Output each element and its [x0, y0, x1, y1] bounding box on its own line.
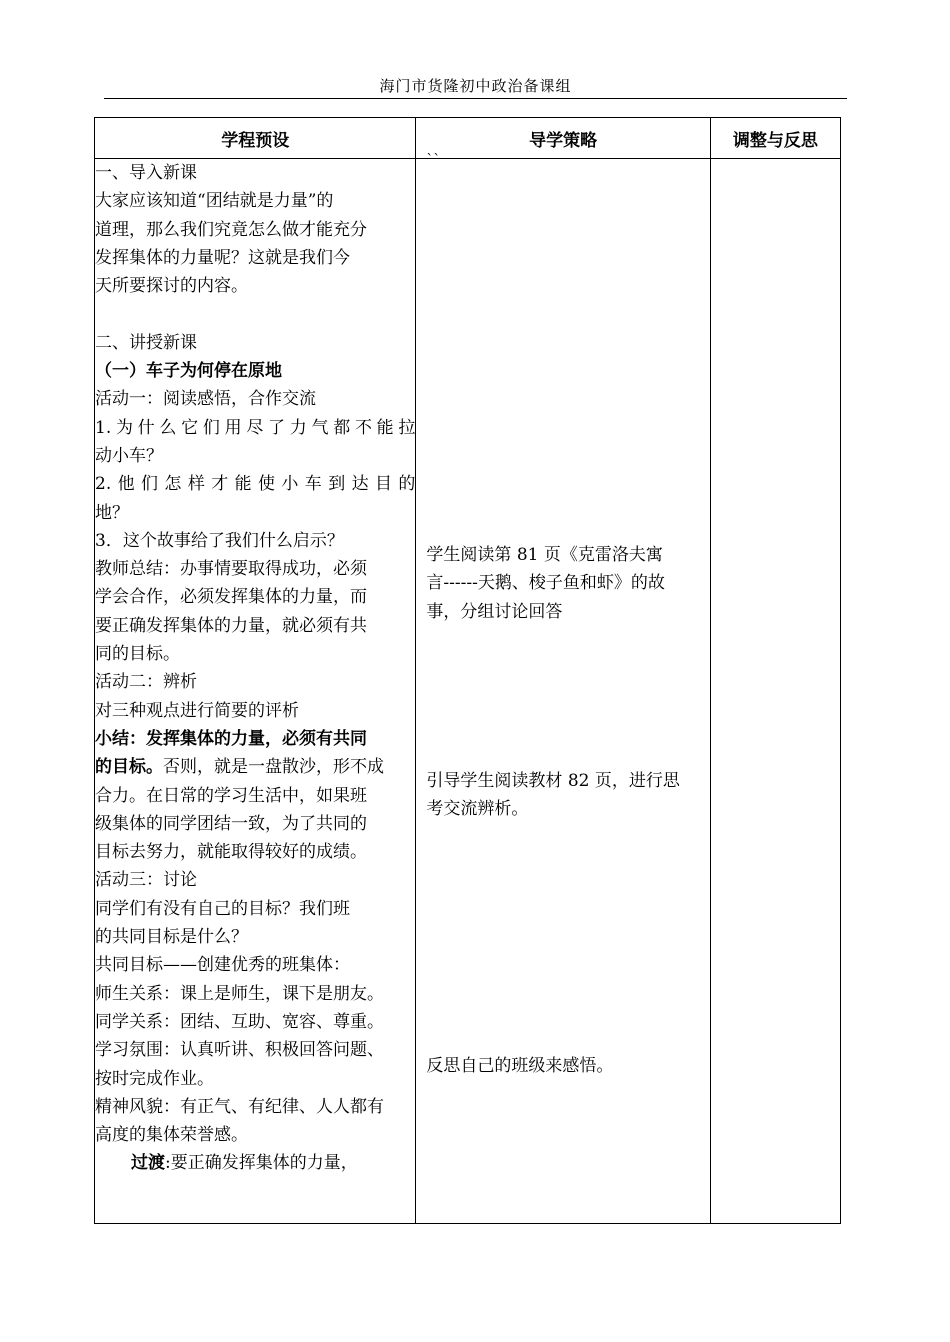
summary-bold-line: 小结：发挥集体的力量，必须有共同: [95, 728, 367, 748]
activity-label: 活动二：辨析: [95, 672, 197, 693]
strategy-block-3: [426, 1052, 702, 1080]
question-line: 3．这个故事给了我们什么启示？: [95, 530, 344, 551]
transition-text: :要正确发挥集体的力量，: [165, 1153, 358, 1174]
reflection-cell: [710, 159, 840, 1224]
text-line: 目标去努力，就能取得较好的成绩。: [95, 842, 367, 863]
question-line: 1.为什么它们用尽了力气都不能拉: [95, 417, 416, 438]
spacer: [95, 300, 415, 328]
question-line: 动小车？: [95, 445, 163, 466]
text-line: 按时完成作业。: [95, 1068, 214, 1089]
text-line: 天所要探讨的内容。: [95, 276, 248, 297]
lesson-plan-table: [94, 117, 841, 1224]
text-line: 同学们有没有自己的目标？我们班: [95, 898, 350, 919]
strategy-block-1: [426, 541, 702, 626]
text-line: 事，分组讨论回答: [426, 601, 563, 622]
subsection-title: （一）车子为何停在原地: [95, 361, 282, 381]
text-line: 发挥集体的力量呢？这就是我们今: [95, 247, 350, 268]
text-line: 的共同目标是什么？: [95, 927, 248, 948]
activity-label: 活动一：阅读感悟，合作交流: [95, 389, 316, 410]
table-header-row: [95, 118, 841, 159]
text-line: 精神风貌：有正气、有纪律、人人都有: [95, 1096, 384, 1117]
text-line: 同的目标。: [95, 644, 180, 665]
summary-line: [95, 753, 415, 781]
text-line: 级集体的同学团结一致，为了共同的: [95, 813, 367, 834]
text-line: 共同目标——创建优秀的班集体：: [95, 955, 350, 976]
text-line: 引导学生阅读教材 82 页，进行思: [426, 771, 680, 791]
text-line: 高度的集体荣誉感。: [95, 1125, 248, 1146]
column-header-strategy: 导学策略: [416, 118, 710, 159]
section-title: 一、导入新课: [95, 163, 197, 183]
text-line: 教师总结：办事情要取得成功，必须: [95, 559, 367, 580]
summary-bold-text: 的目标。: [95, 757, 163, 777]
page-header: [104, 74, 847, 99]
text-line: 合力。在日常的学习生活中，如果班: [95, 785, 367, 806]
transition-line: [95, 1149, 415, 1177]
text-line: 要正确发挥集体的力量，就必须有共: [95, 615, 367, 636]
column-header-reflection: 调整与反思: [710, 118, 840, 159]
section-title: 二、讲授新课: [95, 332, 197, 353]
text-line: 道理，那么我们究竟怎么做才能充分: [95, 219, 367, 240]
strategy-block-2: [426, 767, 702, 824]
header-title: 海门市货隆初中政治备课组: [379, 77, 572, 95]
question-line: 2.他们怎样才能使小车到达目的: [95, 474, 416, 495]
text-line: 反思自己的班级来感悟。: [426, 1056, 614, 1076]
question-line: 地？: [95, 502, 129, 523]
column-header-process: 学程预设: [95, 118, 416, 159]
text-line: 师生关系：课上是师生，课下是朋友。: [95, 983, 384, 1004]
strategy-cell: [416, 152, 710, 1224]
text-line: 大家应该知道“团结就是力量”的: [95, 191, 334, 212]
transition-label: 过渡: [131, 1153, 165, 1173]
summary-text: 否则，就是一盘散沙，形不成: [163, 757, 384, 778]
process-cell: [95, 159, 416, 1224]
text-line: 学习氛围：认真听讲、积极回答问题、: [95, 1040, 384, 1061]
text-line: 学会合作，必须发挥集体的力量，而: [95, 587, 367, 608]
activity-label: 活动三：讨论: [95, 870, 197, 891]
text-line: 同学关系：团结、互助、宽容、尊重。: [95, 1011, 384, 1032]
table-body-row: [95, 159, 841, 1224]
text-line: 言------天鹅、梭子鱼和虾》的故: [426, 573, 665, 594]
backtick-mark: ``: [426, 152, 441, 168]
text-line: 对三种观点进行简要的评析: [95, 700, 299, 721]
text-line: 学生阅读第 81 页《克雷洛夫寓: [426, 545, 663, 565]
text-line: 考交流辨析。: [426, 799, 529, 820]
